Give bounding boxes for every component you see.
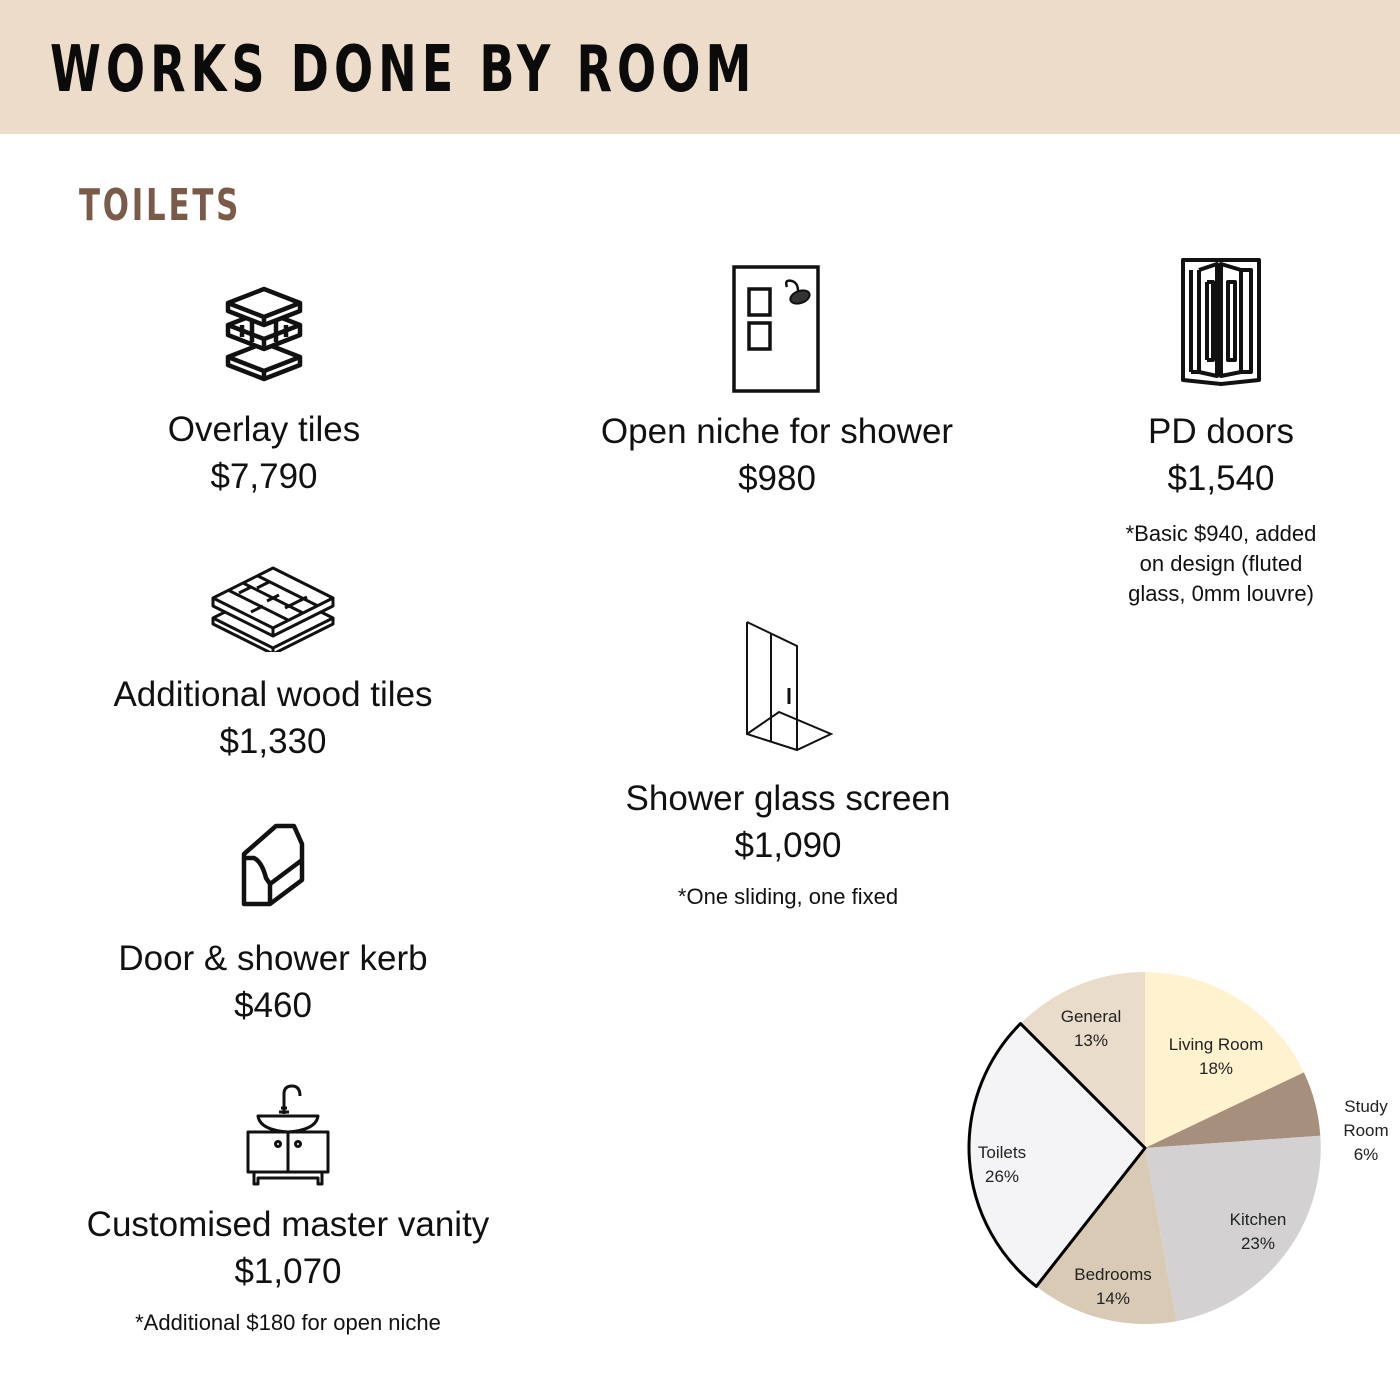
shower-niche-icon <box>732 265 822 395</box>
item-name: Shower glass screen <box>625 779 951 818</box>
item-note: *Basic $940, added on design (fluted glass, 0mm louvre) <box>1125 521 1317 606</box>
item-price: $980 <box>738 459 816 498</box>
item-name: Overlay tiles <box>167 410 361 449</box>
pie-label-study-room: Study Room 6% <box>1343 1097 1389 1164</box>
item-name: Customised master vanity <box>86 1205 490 1244</box>
item-open-niche <box>577 265 977 503</box>
item-price: $7,790 <box>210 457 318 496</box>
item-name: PD doors <box>1148 412 1294 451</box>
page-title: WORKS DONE BY ROOM <box>50 33 757 107</box>
item-vanity <box>78 1080 498 1338</box>
item-note: *One sliding, one fixed <box>677 884 899 909</box>
item-name: Door & shower kerb <box>118 939 428 978</box>
item-price: $460 <box>234 986 312 1025</box>
item-overlay-tiles <box>114 285 414 501</box>
item-price: $1,330 <box>219 722 327 761</box>
item-note: *Additional $180 for open niche <box>135 1310 441 1335</box>
item-price: $1,070 <box>234 1252 342 1291</box>
section-title-toilets: TOILETS <box>79 180 242 231</box>
item-pd-doors <box>1071 256 1371 609</box>
pie-label-toilets: Toilets 26% <box>977 1143 1027 1186</box>
item-kerb <box>98 822 448 1030</box>
pd-doors-icon <box>1179 256 1263 386</box>
item-shower-screen <box>588 618 988 912</box>
pie-label-living-room: Living Room 18% <box>1168 1035 1264 1078</box>
room-share-pie-chart <box>950 960 1400 1340</box>
overlay-tiles-icon <box>224 285 304 385</box>
pie-label-bedrooms: Bedrooms 14% <box>1074 1265 1152 1308</box>
item-wood-tiles <box>98 560 448 766</box>
pie-label-general: General 13% <box>1060 1007 1122 1050</box>
wood-tiles-icon <box>211 560 335 652</box>
item-name: Additional wood tiles <box>113 675 433 714</box>
item-name: Open niche for shower <box>600 412 954 451</box>
kerb-icon <box>240 822 306 908</box>
item-price: $1,090 <box>734 826 842 865</box>
vanity-icon <box>246 1080 330 1188</box>
shower-screen-icon <box>743 618 833 753</box>
pie-label-kitchen: Kitchen 23% <box>1229 1210 1287 1253</box>
item-price: $1,540 <box>1167 459 1275 498</box>
